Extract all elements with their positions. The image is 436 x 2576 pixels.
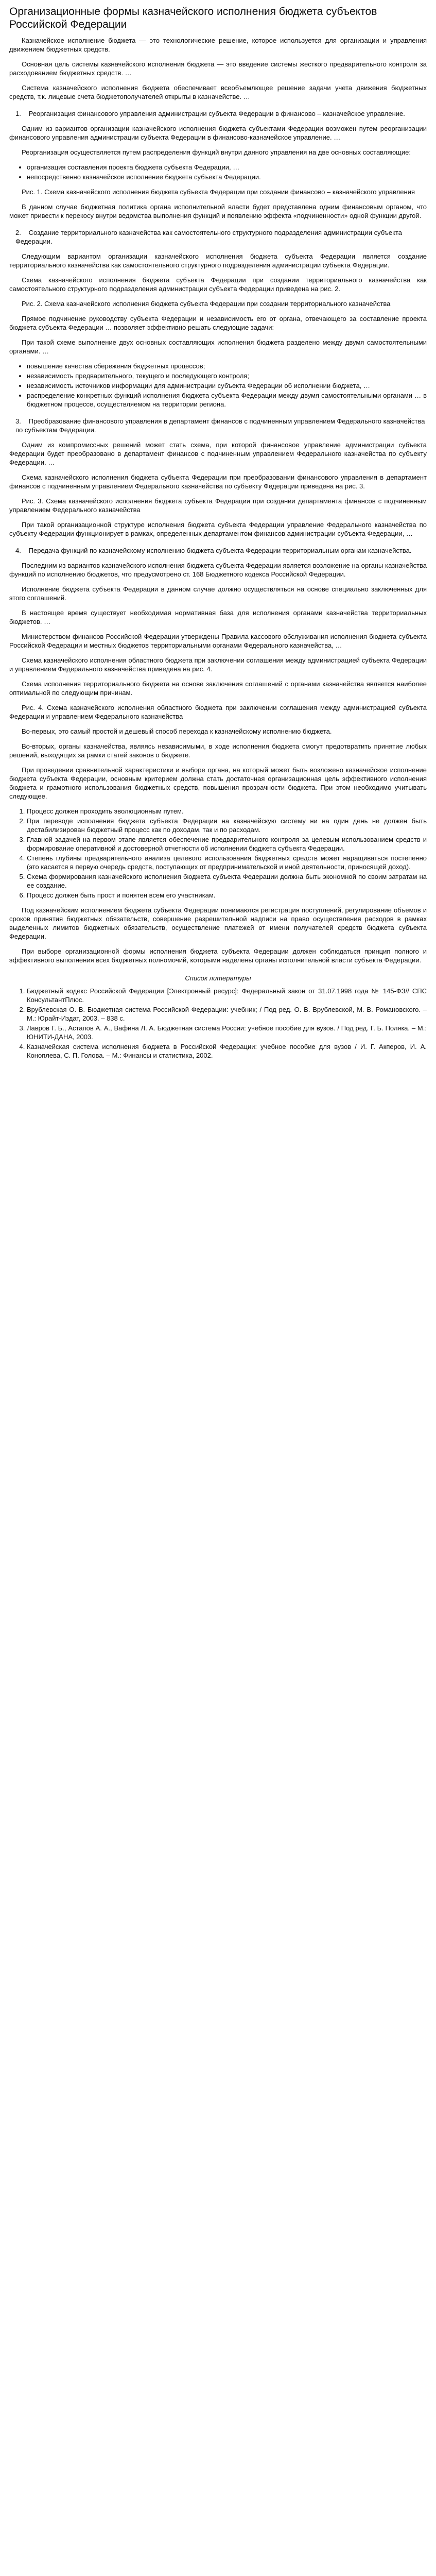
- page-title: Организационные формы казначейского исполнения бюджета субъектов Российской Федерации: [9, 6, 377, 30]
- list-item: 3. Главной задачей на первом этапе является обеспечение предварительного контроля за целевым использованием средств и формирование оперативной и достоверной отчетности об исполнении бюджета субъекта Федерации.: [27, 835, 427, 853]
- intro-section: [9, 36, 427, 101]
- reference-item: 3. Лавров Г. Б., Астапов А. А., Вафина Л. А. Бюджетная система России: учебное пособие для вузов. / Под ред. Г. Б. Полякa. – М.: ЮНИТИ-ДАНА, 2003.: [27, 1024, 427, 1041]
- list-item: 4. Степень глубины предварительного анализа целевого использования бюджетных средств может наращиваться постепенно (это касается в первую очередь средств, поступающих от предпринимательской и иной деятельности, приносящей доход).: [27, 854, 427, 871]
- section-heading: [9, 546, 427, 555]
- list-item: 1. Процесс должен проходить эволюционным путем.: [27, 807, 427, 816]
- paragraph: Последним из вариантов казначейского исполнения бюджета субъекта Федерации является возложение на органы казначейства функций по исполнению бюджетов, что предусмотрено ст. 168 Бюджетного кодекса Российской Федерации.: [9, 562, 427, 578]
- paragraph: Схема исполнения территориального бюджета на основе заключения соглашений с органами казначейства является наиболее оптимальной по следующим причинам.: [9, 680, 427, 697]
- paragraph: Одним из вариантов организации казначейского исполнения бюджета субъектами Федерации возможен путем реорганизации финансового управления администрации субъекта Федерации в финансово-казначейское управление. …: [9, 125, 427, 141]
- paragraph: Прямое подчинение руководству субъекта Федерации и независимость его от органа, отвечающего за составление проекта бюджета субъекта Федерации … позволяет эффективно решать следующие задачи:: [9, 315, 427, 331]
- list-item: • распределение конкретных функций исполнения бюджета субъекта Федерации между двумя самостоятельными органами … в бюджетном процессе, осуществляемом на территории региона.: [27, 391, 427, 409]
- section-heading-text: Реорганизация финансового управления администрации субъекта Федерации в финансово – казначейское управление.: [28, 110, 405, 117]
- considerations-list: [9, 807, 427, 900]
- bullet-list: [9, 163, 427, 181]
- section-3: [9, 417, 427, 538]
- paragraph: Во-первых, это самый простой и дешевый способ перехода к казначейскому исполнению бюджета.: [22, 727, 332, 735]
- paragraph: Казначейское исполнение бюджета — это технологические решение, которое используется для организации и управления движением бюджетных средств.: [9, 37, 427, 53]
- considerations-section: [9, 807, 427, 900]
- paragraph: При такой схеме выполнение двух основных составляющих исполнения бюджета разделено между двумя самостоятельными органами. …: [9, 338, 427, 355]
- paragraph: При проведении сравнительной характеристики и выборе органа, на который может быть возложено казначейское исполнение бюджета субъекта Федерации, основным критерием должна стать достаточная организационная цель эффективного исполнения бюджета и грамотного использования бюджетных средств, повышения прозрачности бюджета. При этом необходимо учитывать следующее.: [9, 766, 427, 800]
- list-item: • независимость предварительного, текущего и последующего контроля;: [27, 371, 427, 380]
- section-1: [9, 109, 427, 220]
- figure-caption: Рис. 3. Схема казначейского исполнения бюджета субъекта Федерации при создании департамента финансов с подчиненным управлением Федерального казначейства: [9, 497, 427, 514]
- section-heading-text: Передача функций по казначейскому исполнению бюджета субъекта Федерации территориальным органам казначейства.: [28, 547, 412, 554]
- section-heading-text: Создание территориального казначейства как самостоятельного структурного подразделения администрации субъекта Федерации.: [15, 229, 403, 245]
- list-item: • независимость источников информации для администрации субъекта Федерации об исполнении бюджета, …: [27, 381, 427, 390]
- paragraph: Схема казначейского исполнения областного бюджета при заключении соглашения между администрацией субъекта Федерации и управлением Федерального казначейства приведена на рис. 4.: [9, 656, 427, 673]
- paragraph: При выборе организационной формы исполнения бюджета субъекта Федерации должен соблюдаться принцип полного и эффективного выполнения всех бюджетных полномочий, которыми наделены органы исполнительной власти субъекта Федерации.: [9, 947, 427, 964]
- section-heading: [9, 228, 427, 246]
- references-section: [9, 974, 427, 1060]
- section-number: 4.: [15, 547, 21, 554]
- reference-item: 1. Бюджетный кодекс Российской Федерации [Электронный ресурс]: Федеральный закон от 31.07.1998 года № 145-ФЗ// СПС КонсультантПлюс.: [27, 987, 427, 1004]
- figure-caption: Рис. 1. Схема казначейского исполнения бюджета субъекта Федерации при создании финансово – казначейского управления: [22, 188, 415, 196]
- reference-item: 2. Врублевская О. В. Бюджетная система Российской Федерации: учебник; / Под ред. О. В. Врублевской, М. В. Романовского. – М.: Юрайт-Издат, 2003. – 838 с.: [27, 1005, 427, 1023]
- paragraph: Одним из компромиссных решений может стать схема, при которой финансовое управление администрации субъекта Федерации будет преобразовано в департамент финансов с подчиненным управлением Федерального казначейства по субъекту Федерации. …: [9, 441, 427, 466]
- section-number: 1.: [15, 110, 21, 117]
- paragraph: Схема казначейского исполнения бюджета субъекта Федерации при создании территориального казначейства как самостоятельного структурного подразделения администрации субъекта Федерации приведена на рис. 2.: [9, 276, 427, 293]
- section-number: 3.: [15, 417, 21, 425]
- section-number: 2.: [15, 229, 21, 236]
- closing-section: [9, 906, 427, 964]
- paragraph: Исполнение бюджета субъекта Федерации в данном случае должно осуществляться на основе специально заключенных для этого соглашений.: [9, 585, 427, 602]
- paragraph: Следующим вариантом организации казначейского исполнения бюджета субъекта Федерации является создание территориального казначейства как самостоятельного структурного подразделения администрации субъекта Федерации.: [9, 252, 427, 269]
- references-list: [9, 987, 427, 1060]
- list-item: • непосредственно казначейское исполнение бюджета субъекта Федерации.: [27, 173, 427, 181]
- document-page: [0, 0, 436, 1078]
- list-item: 2. При переводе исполнения бюджета субъекта Федерации на казначейскую систему ни на один день не должен быть дестабилизирован бюджетный процесс как по доходам, так и по расходам.: [27, 817, 427, 834]
- reference-item: 4. Казначейская система исполнения бюджета в Российской Федерации: учебное пособие для вузов / И. Г. Акперов, И. А. Коноплева, С. П. Голова. – М.: Финансы и статистика, 2002.: [27, 1042, 427, 1060]
- paragraph: Система казначейского исполнения бюджета обеспечивает всеобъемлющее решение задачи учета движения бюджетных средств, т.к. лицевые счета бюджетополучателей открыты в казначействе. …: [9, 84, 427, 100]
- bullet-list: [9, 362, 427, 409]
- paragraph: В данном случае бюджетная политика органа исполнительной власти будет представлена одним финансовым органом, что может привести к перекосу внутри ведомства выполнения функций и появлению эффекта «подчиненности» одной функции другой.: [9, 203, 427, 219]
- list-item: 5. Схема формирования казначейского исполнения бюджета субъекта Федерации должна быть экономной по своим затратам на ее создание.: [27, 872, 427, 890]
- section-heading: [9, 417, 427, 434]
- paragraph: В настоящее время существует необходимая нормативная база для исполнения органами казначейства территориальных бюджетов. …: [9, 609, 427, 625]
- paragraph: Во-вторых, органы казначейства, являясь независимыми, в ходе исполнения бюджета смогут предотвратить принятие любых решений, выходящих за рамки статей законов о бюджете.: [9, 742, 427, 759]
- list-item: • организация составления проекта бюджета субъекта Федерации, …: [27, 163, 427, 172]
- section-heading: [9, 109, 427, 118]
- figure-caption: Рис. 4. Схема казначейского исполнения областного бюджета при заключении соглашения между администрацией субъекта Федерации и управлением Федерального казначейства: [9, 704, 427, 720]
- section-2: [9, 228, 427, 409]
- paragraph: Министерством финансов Российской Федерации утверждены Правила кассового обслуживания исполнения бюджета субъекта Российской Федерации и местных бюджетов территориальными органами Федерального казначейства, …: [9, 633, 427, 649]
- paragraph: При такой организационной структуре исполнения бюджета субъекта Федерации управление Федерального казначейства по субъекту Федерации функционирует в рамках, определенных департаментом финансов администрации субъекта Федерации, …: [9, 521, 427, 537]
- section-heading-text: Преобразование финансового управления в департамент финансов с подчиненным управлением Федерального казначейства по субъектам Федерации.: [15, 417, 425, 434]
- paragraph: Основная цель системы казначейского исполнения бюджета — это введение системы жесткого предварительного контроля за расходованием бюджетных средств. …: [9, 60, 427, 77]
- list-item: • повышение качества сбережения бюджетных процессов;: [27, 362, 427, 370]
- paragraph: Под казначейским исполнением бюджета субъекта Федерации понимаются регистрация поступлений, регулирование объемов и сроков принятия бюджетных обязательств, совершение разрешительной надписи на право осуществления расходов в рамках выделенных лимитов бюджетных обязательств, осуществление платежей от имени получателей средств бюджета субъекта Федерации.: [9, 906, 427, 940]
- section-4: [9, 546, 427, 801]
- paragraph: Реорганизация осуществляется путем распределения функций внутри данного управления на две основных составляющие:: [22, 148, 411, 156]
- figure-caption: Рис. 2. Схема казначейского исполнения бюджета субъекта Федерации при создании территориального казначейства: [22, 300, 391, 308]
- paragraph: Схема казначейского исполнения бюджета субъекта Федерации при преобразовании финансового управления в департамент финансов с подчиненным управлением Федерального казначейства по субъекту Федерации приведена на рис. 3.: [9, 473, 427, 490]
- references-title: Список литературы: [185, 974, 251, 982]
- list-item: 6. Процесс должен быть прост и понятен всем его участникам.: [27, 891, 427, 900]
